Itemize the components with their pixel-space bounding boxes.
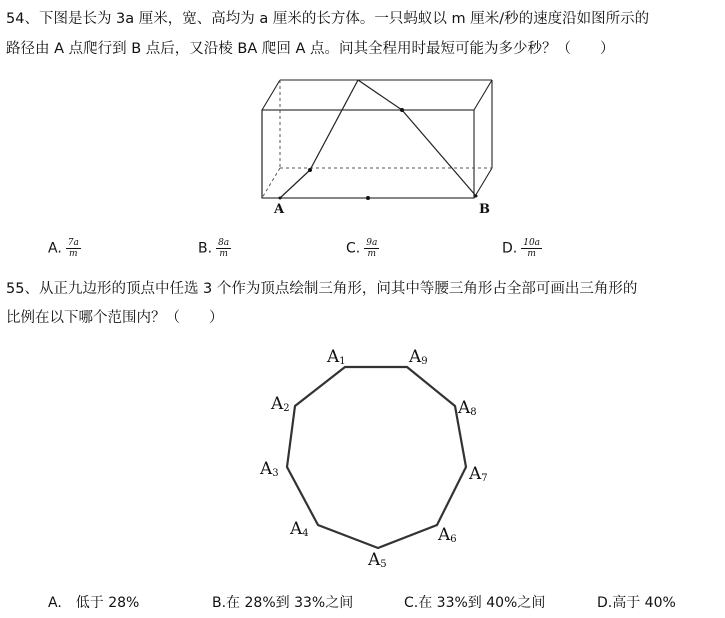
- point-b-label: B: [479, 202, 490, 217]
- q54-text-line2: 路径由 A 点爬行到 B 点后，又沿棱 BA 爬回 A 点。问其全程用时最短可能为多少秒？（ ）: [6, 41, 615, 57]
- q54-option-c[interactable]: C. $\frac{9a}{m}$: [346, 238, 378, 259]
- q54-option-d[interactable]: D. $\frac{10a}{m}$: [502, 238, 541, 259]
- q54-text-line1: 54、下图是长为 3a 厘米，宽、高均为 a 厘米的长方体。一只蚂蚁以 m 厘米/秒的速度沿如图所示的: [6, 11, 650, 27]
- vertex-label-a1: $A_1$: [327, 347, 346, 367]
- fraction: $\frac{7a}{m}$: [67, 238, 79, 259]
- vertex-label-a5: $A_5$: [368, 550, 387, 570]
- vertex-label-a3: $A_3$: [260, 459, 279, 479]
- q55-option-d[interactable]: D.高于 40%: [597, 595, 676, 611]
- q55-text-line1: 55、从正九边形的顶点中任选 3 个作为顶点绘制三角形，问其中等腰三角形占全部可画出三角形的: [6, 281, 638, 297]
- q54-option-a[interactable]: A. $\frac{7a}{m}$: [48, 238, 79, 259]
- vertex-label-a2: $A_2$: [271, 394, 290, 414]
- vertex-label-a6: $A_6$: [438, 525, 457, 545]
- q55-text-line2: 比例在以下哪个范围内？（ ）: [6, 310, 224, 326]
- q55-option-a[interactable]: A. 低于 28%: [48, 595, 140, 611]
- fraction: $\frac{10a}{m}$: [523, 238, 541, 259]
- vertex-label-a7: $A_7$: [469, 464, 488, 484]
- nonagon-outline: [287, 367, 466, 548]
- q54-option-b[interactable]: B. $\frac{8a}{m}$: [198, 238, 230, 259]
- fraction: $\frac{8a}{m}$: [218, 238, 230, 259]
- q55-option-b[interactable]: B.在 28%到 33%之间: [212, 595, 354, 611]
- q55-option-c[interactable]: C.在 33%到 40%之间: [404, 595, 546, 611]
- vertex-label-a9: $A_9$: [409, 347, 428, 367]
- fraction: $\frac{9a}{m}$: [366, 238, 378, 259]
- point-a-label: A: [274, 202, 285, 217]
- vertex-label-a8: $A_8$: [458, 398, 477, 418]
- vertex-label-a4: $A_4$: [290, 519, 309, 539]
